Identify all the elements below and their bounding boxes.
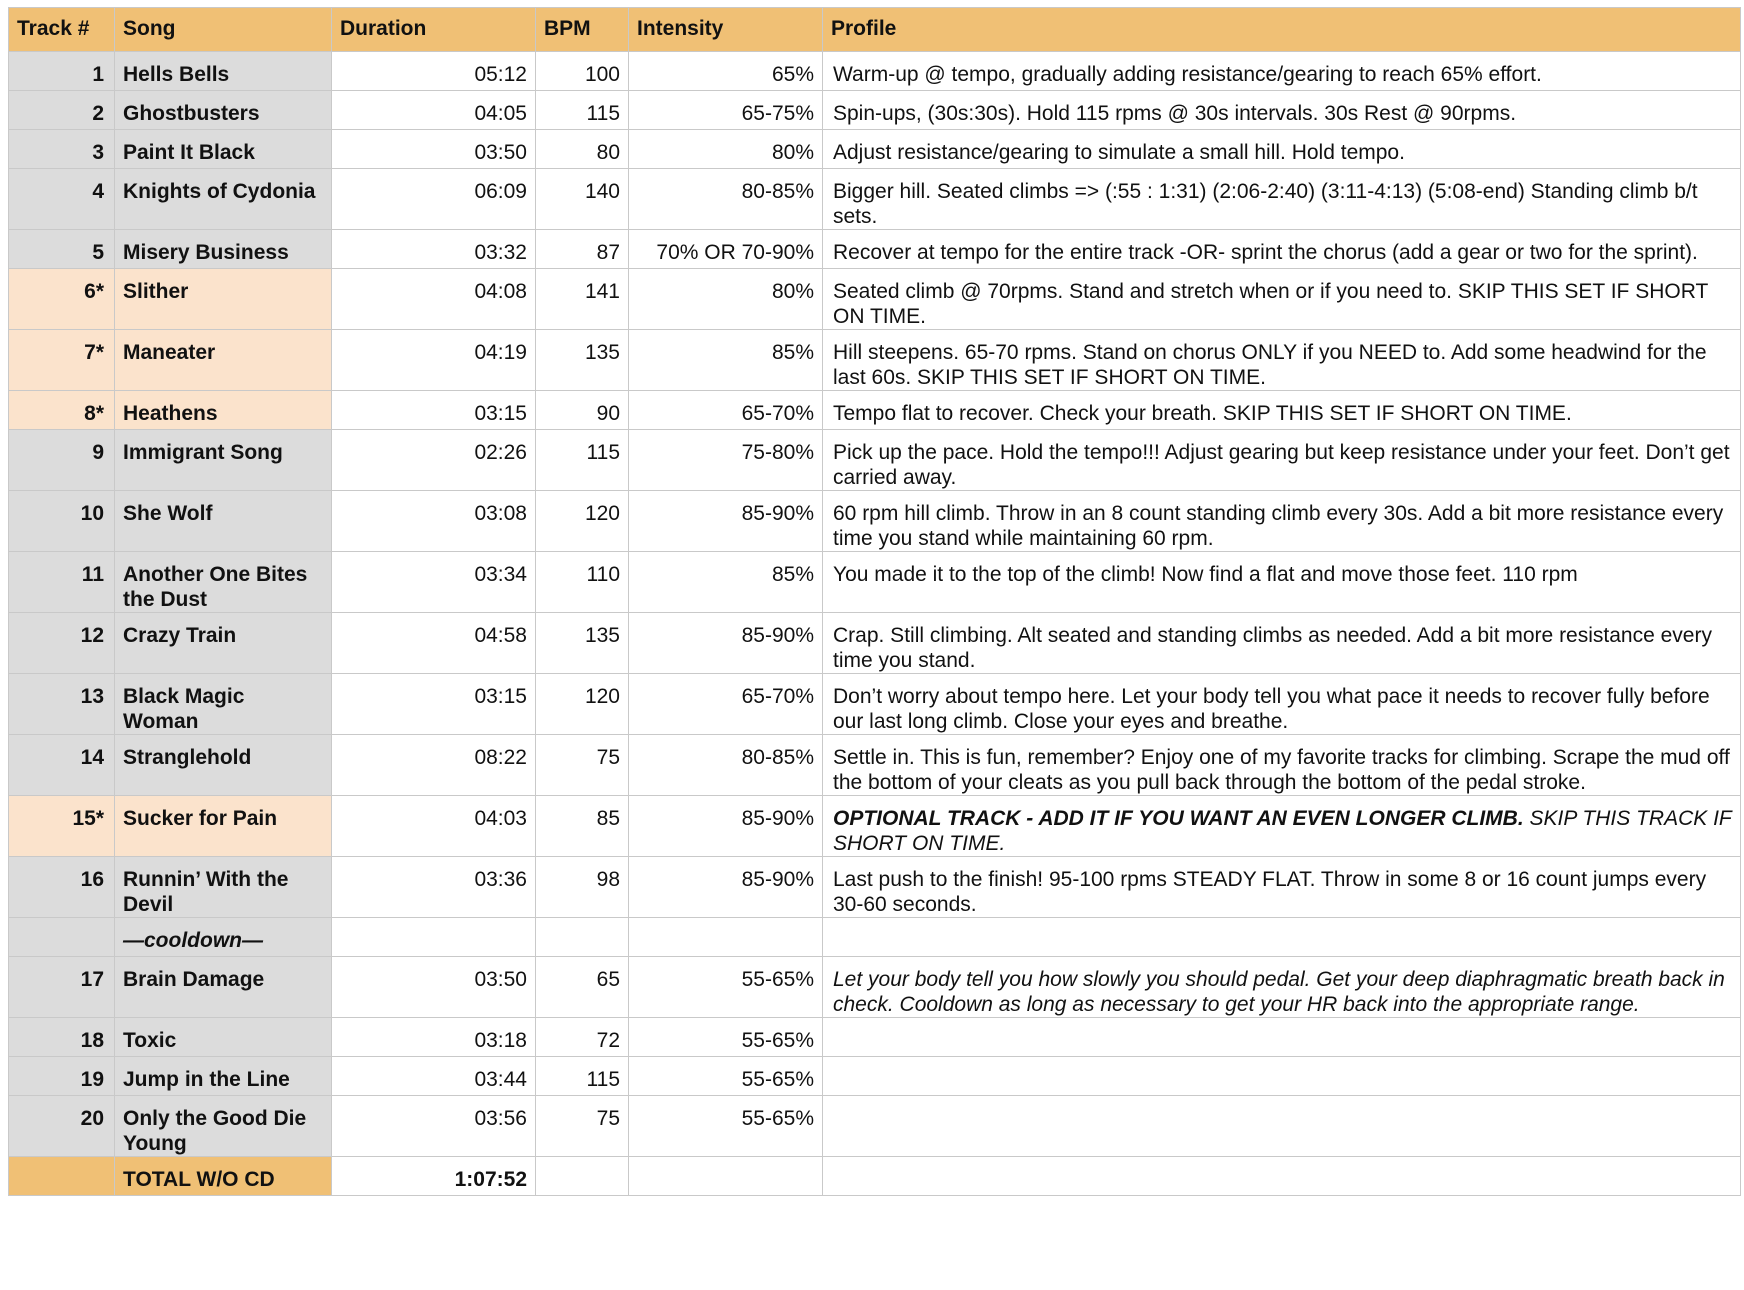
- bpm-cell[interactable]: 135: [536, 330, 629, 391]
- duration-cell[interactable]: 04:58: [332, 613, 536, 674]
- track-number-cell[interactable]: 20: [9, 1096, 115, 1157]
- profile-cell[interactable]: Bigger hill. Seated climbs => (:55 : 1:31) (2:06-2:40) (3:11-4:13) (5:08-end) Standing climb b/t sets.: [823, 169, 1741, 230]
- header-song[interactable]: Song: [115, 8, 332, 52]
- track-number-cell[interactable]: 18: [9, 1018, 115, 1057]
- profile-cell[interactable]: Settle in. This is fun, remember? Enjoy one of my favorite tracks for climbing. Scrape the mud off the bottom of your cleats as you pull back through the bottom of the pedal stroke.: [823, 735, 1741, 796]
- profile-cell[interactable]: Hill steepens. 65-70 rpms. Stand on chorus ONLY if you NEED to. Add some headwind for the last 60s. SKIP THIS SET IF SHORT ON TIME.: [823, 330, 1741, 391]
- song-cell[interactable]: Heathens: [115, 391, 332, 430]
- duration-cell[interactable]: [332, 918, 536, 957]
- bpm-cell[interactable]: 140: [536, 169, 629, 230]
- profile-cell[interactable]: Seated climb @ 70rpms. Stand and stretch when or if you need to. SKIP THIS SET IF SHORT ON TIME.: [823, 269, 1741, 330]
- table-row: [9, 796, 1741, 857]
- bpm-cell[interactable]: 115: [536, 1057, 629, 1096]
- duration-cell[interactable]: 03:32: [332, 230, 536, 269]
- table-row: [9, 613, 1741, 674]
- duration-cell[interactable]: 03:50: [332, 957, 536, 1018]
- bpm-cell[interactable]: 85: [536, 796, 629, 857]
- bpm-cell[interactable]: 141: [536, 269, 629, 330]
- intensity-cell[interactable]: 80%: [629, 269, 823, 330]
- header-profile[interactable]: Profile: [823, 8, 1741, 52]
- track-number-cell[interactable]: 7*: [9, 330, 115, 391]
- song-cell[interactable]: Ghostbusters: [115, 91, 332, 130]
- table-row: [9, 674, 1741, 735]
- intensity-cell[interactable]: 80%: [629, 130, 823, 169]
- intensity-cell[interactable]: 85%: [629, 330, 823, 391]
- bpm-cell[interactable]: 72: [536, 1018, 629, 1057]
- total-bpm-cell[interactable]: [536, 1157, 629, 1196]
- intensity-cell[interactable]: 75-80%: [629, 430, 823, 491]
- total-label[interactable]: TOTAL W/O CD: [115, 1157, 332, 1196]
- profile-cell[interactable]: [823, 1057, 1741, 1096]
- song-cell[interactable]: Brain Damage: [115, 957, 332, 1018]
- table-row: [9, 130, 1741, 169]
- song-cell[interactable]: Paint It Black: [115, 130, 332, 169]
- duration-cell[interactable]: 03:36: [332, 857, 536, 918]
- duration-cell[interactable]: 08:22: [332, 735, 536, 796]
- track-number-cell[interactable]: 5: [9, 230, 115, 269]
- duration-cell[interactable]: 04:05: [332, 91, 536, 130]
- intensity-cell[interactable]: 85-90%: [629, 796, 823, 857]
- table-row: [9, 1018, 1741, 1057]
- total-row: [9, 1157, 1741, 1196]
- table-row: [9, 230, 1741, 269]
- table-row: [9, 857, 1741, 918]
- track-number-cell[interactable]: 12: [9, 613, 115, 674]
- intensity-cell[interactable]: 55-65%: [629, 1018, 823, 1057]
- track-number-cell[interactable]: 19: [9, 1057, 115, 1096]
- intensity-cell[interactable]: 85-90%: [629, 857, 823, 918]
- song-cell[interactable]: Jump in the Line: [115, 1057, 332, 1096]
- track-number-cell[interactable]: 13: [9, 674, 115, 735]
- intensity-cell[interactable]: 55-65%: [629, 1096, 823, 1157]
- song-cell[interactable]: Slither: [115, 269, 332, 330]
- profile-cell[interactable]: Let your body tell you how slowly you should pedal. Get your deep diaphragmatic breath back in check. Cooldown as long as necessary to get your HR back into the appropriate range.: [823, 957, 1741, 1018]
- duration-cell[interactable]: 06:09: [332, 169, 536, 230]
- profile-cell[interactable]: Spin-ups, (30s:30s). Hold 115 rpms @ 30s intervals. 30s Rest @ 90rpms.: [823, 91, 1741, 130]
- table-row: [9, 169, 1741, 230]
- bpm-cell[interactable]: 65: [536, 957, 629, 1018]
- song-cell[interactable]: Stranglehold: [115, 735, 332, 796]
- duration-cell[interactable]: 03:08: [332, 491, 536, 552]
- song-cell[interactable]: Misery Business: [115, 230, 332, 269]
- intensity-cell[interactable]: 80-85%: [629, 735, 823, 796]
- total-duration[interactable]: 1:07:52: [332, 1157, 536, 1196]
- profile-cell[interactable]: Last push to the finish! 95-100 rpms STEADY FLAT. Throw in some 8 or 16 count jumps every 30-60 seconds.: [823, 857, 1741, 918]
- spreadsheet: [8, 7, 1740, 1196]
- profile-cell[interactable]: Don’t worry about tempo here. Let your body tell you what pace it needs to recover fully before our last long climb. Close your eyes and breathe.: [823, 674, 1741, 735]
- profile-cell[interactable]: 60 rpm hill climb. Throw in an 8 count standing climb every 30s. Add a bit more resistance every time you stand while maintaining 60 rpm.: [823, 491, 1741, 552]
- intensity-cell[interactable]: 65-70%: [629, 391, 823, 430]
- song-cell[interactable]: Knights of Cydonia: [115, 169, 332, 230]
- intensity-cell[interactable]: 65%: [629, 52, 823, 91]
- song-cell[interactable]: Crazy Train: [115, 613, 332, 674]
- bpm-cell[interactable]: 87: [536, 230, 629, 269]
- track-number-cell[interactable]: 17: [9, 957, 115, 1018]
- song-cell[interactable]: Runnin’ With the Devil: [115, 857, 332, 918]
- bpm-cell[interactable]: 120: [536, 491, 629, 552]
- intensity-cell[interactable]: 85-90%: [629, 491, 823, 552]
- duration-cell[interactable]: 03:15: [332, 391, 536, 430]
- table-row: [9, 52, 1741, 91]
- table-row: [9, 330, 1741, 391]
- skip-track-note: SKIP THIS TRACK IF SHORT ON TIME.: [833, 807, 1732, 855]
- intensity-cell[interactable]: [629, 918, 823, 957]
- playlist-table: [8, 7, 1741, 1196]
- cooldown-label[interactable]: —cooldown—: [115, 918, 332, 957]
- bpm-cell[interactable]: 90: [536, 391, 629, 430]
- profile-cell[interactable]: [823, 796, 1741, 857]
- optional-track-note: OPTIONAL TRACK - ADD IT IF YOU WANT AN EVEN LONGER CLIMB.: [833, 807, 1524, 830]
- duration-cell[interactable]: 03:34: [332, 552, 536, 613]
- cooldown-row: [9, 918, 1741, 957]
- song-cell[interactable]: Maneater: [115, 330, 332, 391]
- bpm-cell[interactable]: 135: [536, 613, 629, 674]
- profile-cell[interactable]: Warm-up @ tempo, gradually adding resistance/gearing to reach 65% effort.: [823, 52, 1741, 91]
- intensity-cell[interactable]: 55-65%: [629, 1057, 823, 1096]
- intensity-cell[interactable]: 85%: [629, 552, 823, 613]
- bpm-cell[interactable]: 120: [536, 674, 629, 735]
- song-cell[interactable]: Only the Good Die Young: [115, 1096, 332, 1157]
- track-number-cell[interactable]: 2: [9, 91, 115, 130]
- track-number-cell[interactable]: 1: [9, 52, 115, 91]
- profile-cell[interactable]: Tempo flat to recover. Check your breath. SKIP THIS SET IF SHORT ON TIME.: [823, 391, 1741, 430]
- bpm-cell[interactable]: 115: [536, 430, 629, 491]
- duration-cell[interactable]: 03:15: [332, 674, 536, 735]
- duration-cell[interactable]: 04:03: [332, 796, 536, 857]
- track-number-cell[interactable]: 6*: [9, 269, 115, 330]
- intensity-cell[interactable]: 65-75%: [629, 91, 823, 130]
- duration-cell[interactable]: 04:19: [332, 330, 536, 391]
- table-row: [9, 1096, 1741, 1157]
- track-number-cell[interactable]: 16: [9, 857, 115, 918]
- duration-cell[interactable]: 03:18: [332, 1018, 536, 1057]
- bpm-cell[interactable]: 98: [536, 857, 629, 918]
- bpm-cell[interactable]: 80: [536, 130, 629, 169]
- bpm-cell[interactable]: [536, 918, 629, 957]
- duration-cell[interactable]: 03:56: [332, 1096, 536, 1157]
- profile-cell[interactable]: Adjust resistance/gearing to simulate a small hill. Hold tempo.: [823, 130, 1741, 169]
- table-row: [9, 91, 1741, 130]
- track-number-cell[interactable]: 14: [9, 735, 115, 796]
- bpm-cell[interactable]: 115: [536, 91, 629, 130]
- track-number-cell[interactable]: 3: [9, 130, 115, 169]
- duration-cell[interactable]: 02:26: [332, 430, 536, 491]
- duration-cell[interactable]: 04:08: [332, 269, 536, 330]
- intensity-cell[interactable]: 55-65%: [629, 957, 823, 1018]
- duration-cell[interactable]: 05:12: [332, 52, 536, 91]
- profile-cell[interactable]: [823, 1096, 1741, 1157]
- profile-cell[interactable]: [823, 918, 1741, 957]
- track-number-cell[interactable]: 15*: [9, 796, 115, 857]
- total-number-cell[interactable]: [9, 1157, 115, 1196]
- table-row: [9, 430, 1741, 491]
- track-number-cell[interactable]: 8*: [9, 391, 115, 430]
- song-cell[interactable]: Sucker for Pain: [115, 796, 332, 857]
- duration-cell[interactable]: 03:44: [332, 1057, 536, 1096]
- header-track-number[interactable]: Track #: [9, 8, 115, 52]
- profile-cell[interactable]: Crap. Still climbing. Alt seated and standing climbs as needed. Add a bit more resistance every time you stand.: [823, 613, 1741, 674]
- intensity-cell[interactable]: 80-85%: [629, 169, 823, 230]
- table-row: [9, 735, 1741, 796]
- song-cell[interactable]: She Wolf: [115, 491, 332, 552]
- bpm-cell[interactable]: 75: [536, 735, 629, 796]
- song-cell[interactable]: Hells Bells: [115, 52, 332, 91]
- song-cell[interactable]: Immigrant Song: [115, 430, 332, 491]
- profile-cell[interactable]: Pick up the pace. Hold the tempo!!! Adjust gearing but keep resistance under your feet. Don’t get carried away.: [823, 430, 1741, 491]
- header-bpm[interactable]: BPM: [536, 8, 629, 52]
- table-row: [9, 552, 1741, 613]
- header-intensity[interactable]: Intensity: [629, 8, 823, 52]
- bpm-cell[interactable]: 110: [536, 552, 629, 613]
- track-number-cell[interactable]: 4: [9, 169, 115, 230]
- track-number-cell[interactable]: 11: [9, 552, 115, 613]
- song-cell[interactable]: Black Magic Woman: [115, 674, 332, 735]
- profile-cell[interactable]: [823, 1018, 1741, 1057]
- intensity-cell[interactable]: 70% OR 70-90%: [629, 230, 823, 269]
- total-intensity-cell[interactable]: [629, 1157, 823, 1196]
- song-cell[interactable]: Another One Bites the Dust: [115, 552, 332, 613]
- profile-cell[interactable]: Recover at tempo for the entire track -OR- sprint the chorus (add a gear or two for the sprint).: [823, 230, 1741, 269]
- table-row: [9, 957, 1741, 1018]
- track-number-cell[interactable]: 9: [9, 430, 115, 491]
- table-row: [9, 491, 1741, 552]
- table-row: [9, 391, 1741, 430]
- total-profile-cell[interactable]: [823, 1157, 1741, 1196]
- bpm-cell[interactable]: 100: [536, 52, 629, 91]
- track-number-cell[interactable]: [9, 918, 115, 957]
- table-row: [9, 1057, 1741, 1096]
- intensity-cell[interactable]: 65-70%: [629, 674, 823, 735]
- duration-cell[interactable]: 03:50: [332, 130, 536, 169]
- profile-cell[interactable]: You made it to the top of the climb! Now find a flat and move those feet. 110 rpm: [823, 552, 1741, 613]
- track-number-cell[interactable]: 10: [9, 491, 115, 552]
- header-duration[interactable]: Duration: [332, 8, 536, 52]
- song-cell[interactable]: Toxic: [115, 1018, 332, 1057]
- intensity-cell[interactable]: 85-90%: [629, 613, 823, 674]
- table-row: [9, 269, 1741, 330]
- header-row: [9, 8, 1741, 52]
- bpm-cell[interactable]: 75: [536, 1096, 629, 1157]
